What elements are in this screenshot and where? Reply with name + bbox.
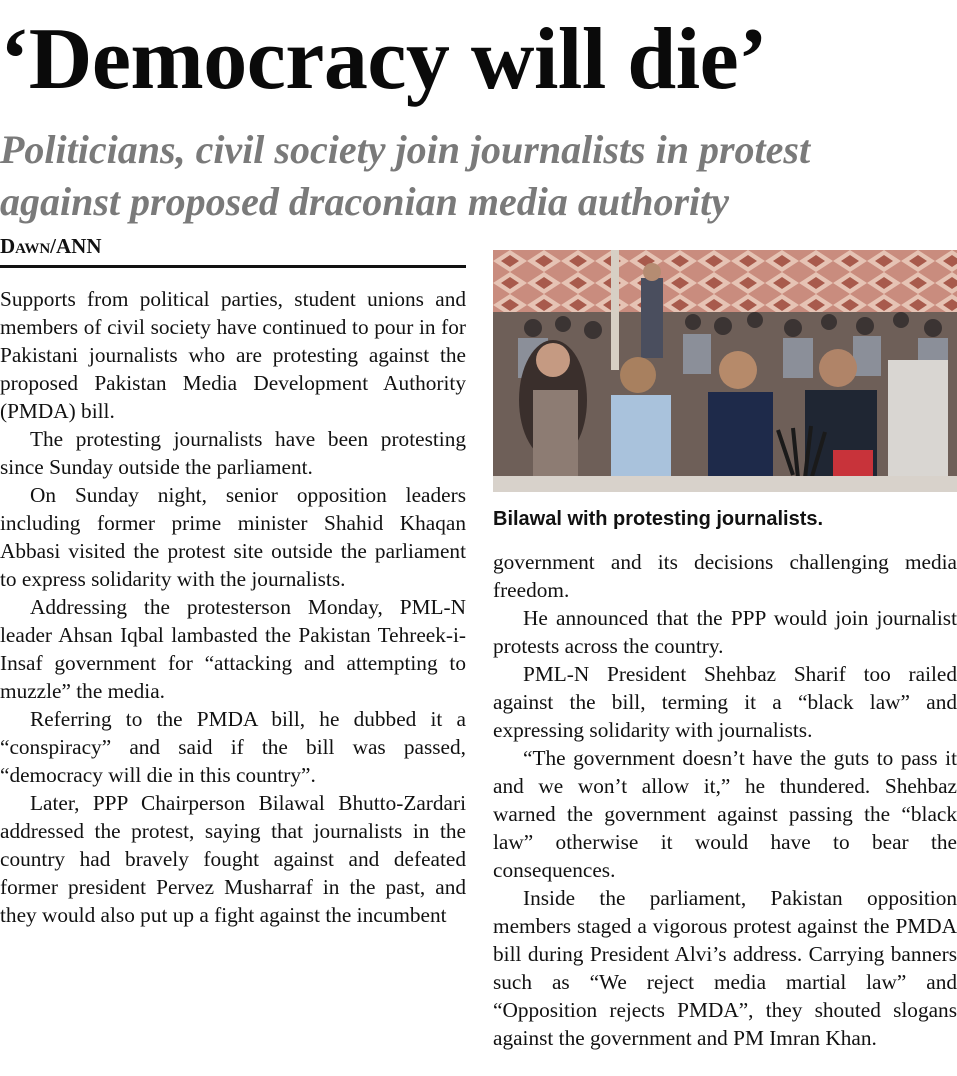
paragraph: On Sunday night, senior opposition leaders including former prime minister Shahid Khaqan Abbasi visited the protest site outside the parliament to express solidarity with the journalists. [0,483,466,591]
subheadline [0,124,950,228]
headline: ‘Democracy will die’ [0,11,768,108]
paragraph: Supports from political parties, student unions and members of civil society have continued to pour in for Pakistani journalists who are protesting against the proposed Pakistan Media Development Authority (PMDA) bill. [0,287,466,423]
paragraph: Inside the parliament, Pakistan opposition members staged a vigorous protest against the PMDA bill during President Alvi’s address. Carrying banners such as “We reject media martial law” and “Opposition rejects PMDA”, they shouted slogans against the government and PM Imran Khan. [493,886,957,1050]
paragraph: Addressing the protesterson Monday, PML-N leader Ahsan Iqbal lambasted the Pakistan Tehreek-i-Insaf government for “attacking and attempting to muzzle” the media. [0,595,466,703]
paragraph: Later, PPP Chairperson Bilawal Bhutto-Zardari addressed the protest, saying that journalists in the country had bravely fought against and defeated former president Pervez Musharraf in the past, and they would also put up a fight against the incumbent [0,791,466,927]
paragraph: He announced that the PPP would join journalist protests across the country. [493,606,957,658]
subheadline-line-2: against proposed draconian media authority [0,179,729,224]
paragraph: government and its decisions challenging media freedom. [493,550,957,602]
paragraph: Referring to the PMDA bill, he dubbed it a “conspiracy” and said if the bill was passed, “democracy will die in this country”. [0,707,466,787]
byline: Dawn/ANN [0,234,466,268]
article-column-left [0,285,466,929]
photo-caption: Bilawal with protesting journalists. [493,508,824,530]
news-photo [493,250,957,492]
subheadline-line-1: Politicians, civil society join journalists in protest [0,127,811,172]
paragraph: The protesting journalists have been protesting since Sunday outside the parliament. [0,427,466,479]
article-column-right [493,548,957,1052]
paragraph: PML-N President Shehbaz Sharif too railed against the bill, terming it a “black law” and expressing solidarity with journalists. [493,662,957,742]
paragraph: “The government doesn’t have the guts to pass it and we won’t allow it,” he thundered. Shehbaz warned the government against passing the “black law” otherwise it would have to bear the consequences. [493,746,957,882]
protest-photo-illustration [493,250,957,492]
